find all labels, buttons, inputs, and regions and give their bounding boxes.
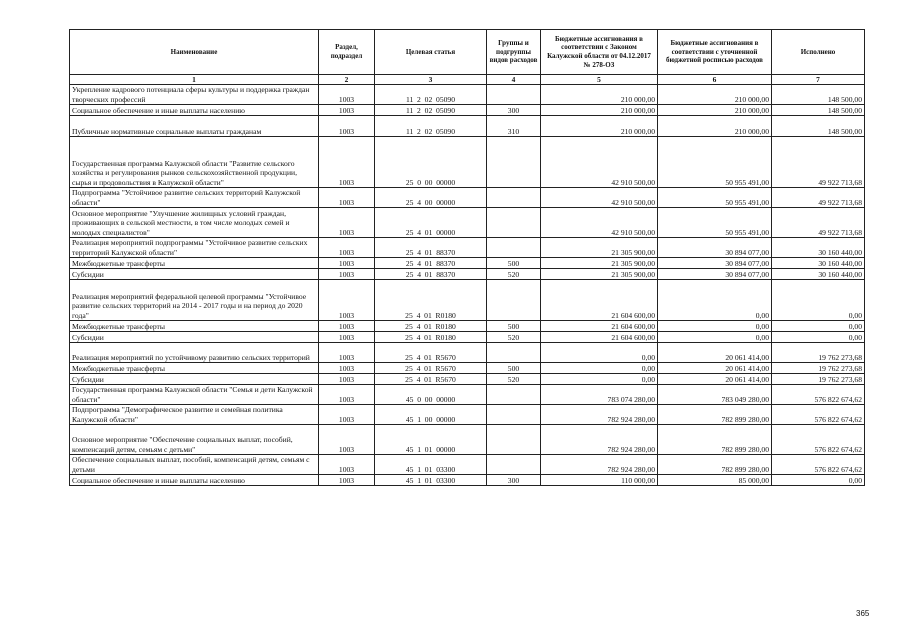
table-row (70, 321, 865, 332)
budget-table (69, 29, 865, 486)
cell-group: 300 (487, 475, 541, 486)
cell-section: 1003 (319, 455, 375, 475)
cell-executed: 19 762 273,68 (772, 374, 865, 385)
cell-law: 42 910 500,00 (541, 208, 658, 238)
table-row (70, 363, 865, 374)
cell-name: Реализация мероприятий федеральной целевой программы "Устойчивое развитие сельских территорий на 2014 - 2017 годы и на период до 2020 года" (70, 280, 319, 321)
cell-name: Субсидии (70, 374, 319, 385)
header-refined: Бюджетные ассигнования в соответствии с уточненной бюджетной росписью расходов (658, 30, 772, 75)
cell-law: 21 604 600,00 (541, 321, 658, 332)
table-row (70, 269, 865, 280)
cell-name: Обеспечение социальных выплат, пособий, компенсаций детям, семьям с детьми (70, 455, 319, 475)
cell-name: Межбюджетные трансферты (70, 258, 319, 269)
cell-group: 500 (487, 258, 541, 269)
cell-law: 210 000,00 (541, 105, 658, 116)
cell-executed: 49 922 713,68 (772, 188, 865, 208)
cell-group: 520 (487, 374, 541, 385)
cell-group: 310 (487, 116, 541, 137)
column-number: 5 (541, 75, 658, 85)
cell-executed: 0,00 (772, 280, 865, 321)
cell-target: 25 4 01 R0180 (375, 321, 487, 332)
cell-section: 1003 (319, 137, 375, 188)
table-row (70, 374, 865, 385)
cell-section: 1003 (319, 363, 375, 374)
cell-target: 25 4 01 R5670 (375, 343, 487, 363)
table-row (70, 455, 865, 475)
cell-law: 783 074 280,00 (541, 385, 658, 405)
cell-name: Подпрограмма "Устойчивое развитие сельских территорий Калужской области" (70, 188, 319, 208)
cell-refined: 30 894 077,00 (658, 238, 772, 258)
cell-name: Публичные нормативные социальные выплаты гражданам (70, 116, 319, 137)
cell-law: 42 910 500,00 (541, 188, 658, 208)
table-row (70, 188, 865, 208)
cell-section: 1003 (319, 208, 375, 238)
table-row (70, 280, 865, 321)
cell-refined: 30 894 077,00 (658, 258, 772, 269)
cell-executed: 0,00 (772, 321, 865, 332)
cell-refined: 20 061 414,00 (658, 363, 772, 374)
cell-section: 1003 (319, 116, 375, 137)
cell-name: Реализация мероприятий подпрограммы "Устойчивое развитие сельских территорий Калужской области" (70, 238, 319, 258)
cell-group (487, 343, 541, 363)
cell-target: 45 1 01 00000 (375, 425, 487, 455)
cell-section: 1003 (319, 258, 375, 269)
column-number: 4 (487, 75, 541, 85)
cell-executed: 148 500,00 (772, 85, 865, 105)
cell-name: Субсидии (70, 269, 319, 280)
cell-refined: 30 894 077,00 (658, 269, 772, 280)
cell-name: Основное мероприятие "Обеспечение социальных выплат, пособий, компенсаций детям, семьям с детьми" (70, 425, 319, 455)
cell-executed: 30 160 440,00 (772, 238, 865, 258)
cell-section: 1003 (319, 280, 375, 321)
cell-law: 0,00 (541, 343, 658, 363)
cell-target: 11 2 02 05090 (375, 116, 487, 137)
cell-refined: 50 955 491,00 (658, 137, 772, 188)
cell-law: 21 305 900,00 (541, 258, 658, 269)
cell-target: 25 4 01 88370 (375, 258, 487, 269)
cell-refined: 20 061 414,00 (658, 374, 772, 385)
page-number: 365 (856, 609, 870, 618)
cell-group (487, 188, 541, 208)
table-row (70, 116, 865, 137)
cell-group (487, 405, 541, 425)
header-executed: Исполнено (772, 30, 865, 75)
cell-group: 500 (487, 363, 541, 374)
table-row (70, 405, 865, 425)
cell-target: 45 0 00 00000 (375, 385, 487, 405)
cell-group: 520 (487, 332, 541, 343)
table-row (70, 208, 865, 238)
cell-name: Основное мероприятие "Улучшение жилищных условий граждан, проживающих в сельской местности, в том числе молодых семей и молодых специалистов" (70, 208, 319, 238)
cell-section: 1003 (319, 475, 375, 486)
table-row (70, 105, 865, 116)
cell-group (487, 238, 541, 258)
cell-target: 25 4 01 00000 (375, 208, 487, 238)
cell-name: Межбюджетные трансферты (70, 363, 319, 374)
cell-refined: 0,00 (658, 280, 772, 321)
column-number: 6 (658, 75, 772, 85)
column-number-row (70, 75, 865, 85)
cell-section: 1003 (319, 269, 375, 280)
cell-target: 11 2 02 05090 (375, 85, 487, 105)
cell-law: 210 000,00 (541, 85, 658, 105)
cell-executed: 148 500,00 (772, 116, 865, 137)
cell-refined: 210 000,00 (658, 85, 772, 105)
cell-group (487, 385, 541, 405)
cell-section: 1003 (319, 405, 375, 425)
cell-refined: 50 955 491,00 (658, 188, 772, 208)
column-number: 1 (70, 75, 319, 85)
cell-section: 1003 (319, 238, 375, 258)
cell-target: 45 1 01 03300 (375, 475, 487, 486)
cell-law: 782 924 280,00 (541, 425, 658, 455)
cell-group (487, 85, 541, 105)
cell-refined: 782 899 280,00 (658, 405, 772, 425)
table-row (70, 343, 865, 363)
cell-target: 25 4 01 R5670 (375, 363, 487, 374)
cell-target: 25 4 01 R0180 (375, 280, 487, 321)
table-row (70, 137, 865, 188)
column-number: 7 (772, 75, 865, 85)
cell-executed: 19 762 273,68 (772, 343, 865, 363)
cell-executed: 148 500,00 (772, 105, 865, 116)
header-groups: Группы и подгруппы видов расходов (487, 30, 541, 75)
cell-refined: 20 061 414,00 (658, 343, 772, 363)
cell-group (487, 280, 541, 321)
cell-name: Социальное обеспечение и иные выплаты населению (70, 475, 319, 486)
cell-name: Социальное обеспечение и иные выплаты населению (70, 105, 319, 116)
cell-name: Укрепление кадрового потенциала сферы культуры и поддержка граждан творческих профессий (70, 85, 319, 105)
table-row (70, 238, 865, 258)
cell-refined: 0,00 (658, 332, 772, 343)
cell-group (487, 137, 541, 188)
cell-refined: 782 899 280,00 (658, 455, 772, 475)
cell-target: 25 0 00 00000 (375, 137, 487, 188)
cell-name: Подпрограмма "Демографическое развитие и семейная политика Калужской области" (70, 405, 319, 425)
cell-law: 782 924 280,00 (541, 405, 658, 425)
cell-section: 1003 (319, 105, 375, 116)
table-row (70, 258, 865, 269)
cell-section: 1003 (319, 85, 375, 105)
table-row (70, 385, 865, 405)
cell-law: 42 910 500,00 (541, 137, 658, 188)
cell-executed: 576 822 674,62 (772, 425, 865, 455)
table-row (70, 425, 865, 455)
cell-target: 45 1 01 03300 (375, 455, 487, 475)
cell-law: 782 924 280,00 (541, 455, 658, 475)
cell-target: 25 4 00 00000 (375, 188, 487, 208)
cell-refined: 210 000,00 (658, 116, 772, 137)
cell-group (487, 455, 541, 475)
cell-name: Субсидии (70, 332, 319, 343)
cell-name: Реализация мероприятий по устойчивому развитию сельских территорий (70, 343, 319, 363)
cell-law: 210 000,00 (541, 116, 658, 137)
cell-executed: 49 922 713,68 (772, 137, 865, 188)
cell-section: 1003 (319, 343, 375, 363)
cell-executed: 30 160 440,00 (772, 269, 865, 280)
column-number: 3 (375, 75, 487, 85)
cell-target: 11 2 02 05090 (375, 105, 487, 116)
cell-executed: 0,00 (772, 475, 865, 486)
header-row (70, 30, 865, 75)
cell-executed: 576 822 674,62 (772, 455, 865, 475)
table-body (70, 85, 865, 486)
cell-law: 21 305 900,00 (541, 269, 658, 280)
cell-section: 1003 (319, 385, 375, 405)
cell-law: 110 000,00 (541, 475, 658, 486)
cell-group (487, 425, 541, 455)
cell-name: Государственная программа Калужской области "Семья и дети Калужской области" (70, 385, 319, 405)
cell-section: 1003 (319, 374, 375, 385)
cell-section: 1003 (319, 332, 375, 343)
cell-refined: 50 955 491,00 (658, 208, 772, 238)
cell-refined: 782 899 280,00 (658, 425, 772, 455)
cell-target: 25 4 01 88370 (375, 238, 487, 258)
cell-executed: 576 822 674,62 (772, 385, 865, 405)
cell-law: 21 305 900,00 (541, 238, 658, 258)
cell-refined: 210 000,00 (658, 105, 772, 116)
cell-target: 25 4 01 R5670 (375, 374, 487, 385)
cell-section: 1003 (319, 425, 375, 455)
cell-refined: 85 000,00 (658, 475, 772, 486)
cell-target: 45 1 00 00000 (375, 405, 487, 425)
column-number: 2 (319, 75, 375, 85)
cell-section: 1003 (319, 321, 375, 332)
cell-name: Государственная программа Калужской области "Развитие сельского хозяйства и регулирования рынков сельскохозяйственной продукции, сырья и продовольствия в Калужской области" (70, 137, 319, 188)
cell-executed: 19 762 273,68 (772, 363, 865, 374)
header-law: Бюджетные ассигнования в соответствии с Законом Калужской области от 04.12.2017 № 278-ОЗ (541, 30, 658, 75)
table-row (70, 475, 865, 486)
cell-group: 500 (487, 321, 541, 332)
header-target: Целевая статья (375, 30, 487, 75)
cell-executed: 576 822 674,62 (772, 405, 865, 425)
cell-executed: 0,00 (772, 332, 865, 343)
cell-target: 25 4 01 R0180 (375, 332, 487, 343)
cell-group (487, 208, 541, 238)
cell-refined: 0,00 (658, 321, 772, 332)
cell-executed: 30 160 440,00 (772, 258, 865, 269)
cell-target: 25 4 01 88370 (375, 269, 487, 280)
cell-refined: 783 049 280,00 (658, 385, 772, 405)
cell-group: 300 (487, 105, 541, 116)
cell-law: 0,00 (541, 363, 658, 374)
cell-law: 0,00 (541, 374, 658, 385)
cell-law: 21 604 600,00 (541, 332, 658, 343)
cell-section: 1003 (319, 188, 375, 208)
cell-name: Межбюджетные трансферты (70, 321, 319, 332)
cell-law: 21 604 600,00 (541, 280, 658, 321)
header-name: Наименование (70, 30, 319, 75)
table-row (70, 85, 865, 105)
header-section: Раздел, подраздел (319, 30, 375, 75)
cell-group: 520 (487, 269, 541, 280)
table-row (70, 332, 865, 343)
cell-executed: 49 922 713,68 (772, 208, 865, 238)
